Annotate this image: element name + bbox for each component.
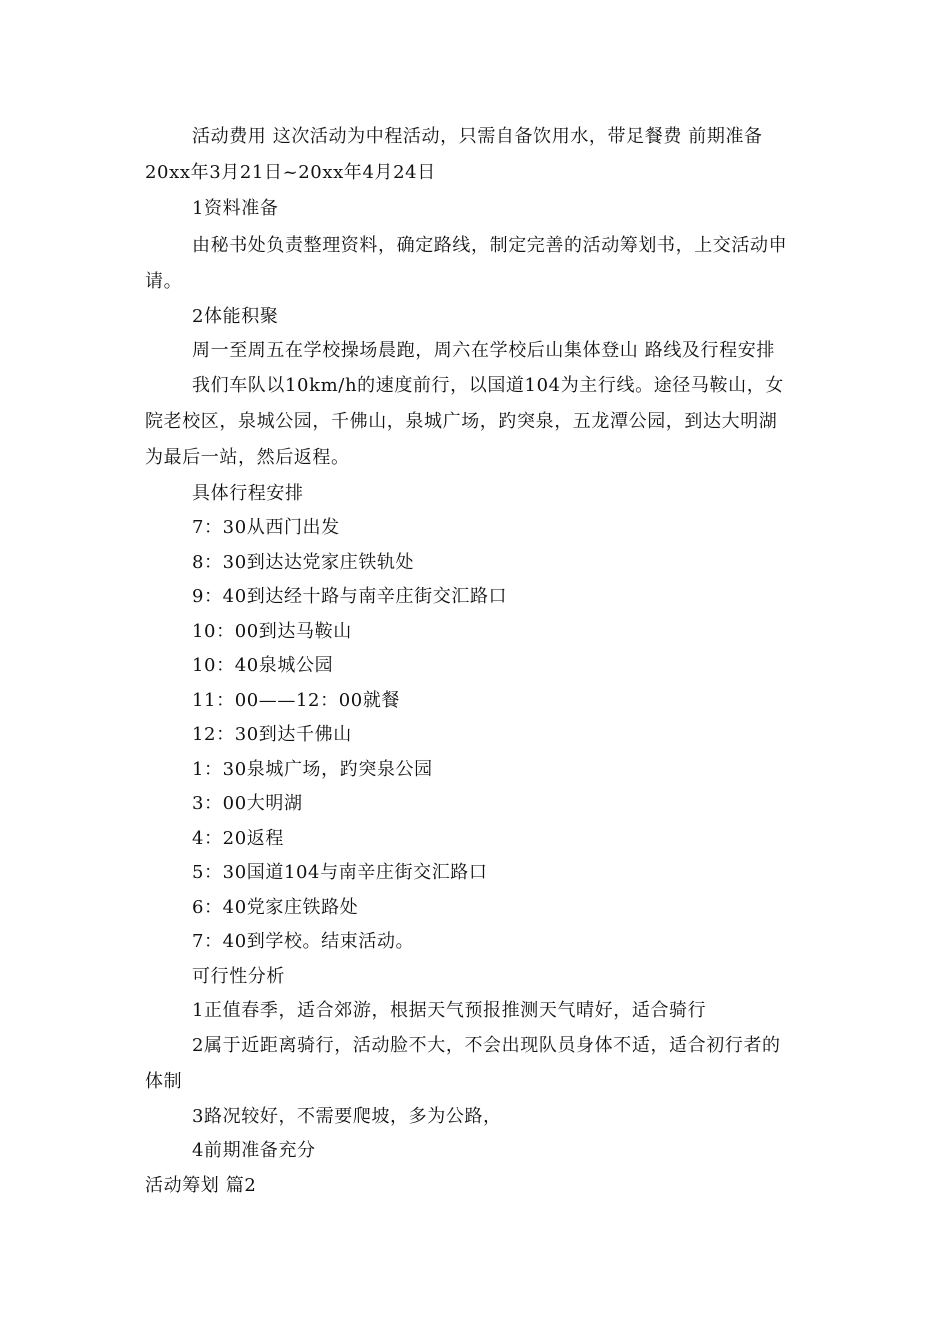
prep1-body-line: 请。 — [145, 271, 183, 292]
prep2-body: 周一至周五在学校操场晨跑，周六在学校后山集体登山 路线及行程安排 — [192, 340, 775, 361]
date-range-text: 20xx年3月21日~20xx年4月24日 — [145, 162, 436, 183]
schedule-item: 11：00——12：00就餐 — [192, 690, 401, 711]
schedule-title: 具体行程安排 — [192, 483, 304, 504]
schedule-item: 10：40泉城公园 — [192, 655, 334, 676]
feasibility-item: 2属于近距离骑行，活动脸不大，不会出现队员身体不适，适合初行者的 — [192, 1035, 781, 1056]
schedule-item: 7：30从西门出发 — [192, 517, 340, 538]
feasibility-item: 3路况较好，不需要爬坡，多为公路， — [192, 1106, 502, 1127]
section-heading: 活动筹划 篇2 — [145, 1175, 257, 1196]
schedule-item: 8：30到达达党家庄铁轨处 — [192, 552, 415, 573]
feasibility-item: 4前期准备充分 — [192, 1140, 316, 1161]
prep1-title: 1资料准备 — [192, 198, 279, 219]
route-line: 我们车队以10km/h的速度前行，以国道104为主行线。途径马鞍山，女 — [192, 375, 784, 396]
feasibility-item: 体制 — [145, 1071, 183, 1092]
route-line: 院老校区，泉城公园，千佛山，泉城广场，趵突泉，五龙潭公园，到达大明湖 — [145, 411, 778, 432]
feasibility-item: 1正值春季，适合郊游，根据天气预报推测天气晴好，适合骑行 — [192, 1000, 707, 1021]
schedule-item: 7：40到学校。结束活动。 — [192, 931, 415, 952]
schedule-item: 1：30泉城广场，趵突泉公园 — [192, 759, 433, 780]
schedule-item: 9：40到达经十路与南辛庄街交汇路口 — [192, 586, 508, 607]
prep1-body-line: 由秘书处负责整理资料，确定路线，制定完善的活动筹划书，上交活动申 — [192, 235, 788, 256]
cost-intro-paragraph: 活动费用 这次活动为中程活动，只需自备饮用水，带足餐费 前期准备 — [192, 126, 763, 147]
route-line: 为最后一站，然后返程。 — [145, 447, 350, 468]
schedule-item: 3：00大明湖 — [192, 793, 303, 814]
schedule-item: 4：20返程 — [192, 828, 284, 849]
schedule-item: 10：00到达马鞍山 — [192, 621, 352, 642]
schedule-item: 5：30国道104与南辛庄街交汇路口 — [192, 862, 488, 883]
schedule-item: 12：30到达千佛山 — [192, 724, 352, 745]
feasibility-title: 可行性分析 — [192, 966, 285, 987]
schedule-item: 6：40党家庄铁路处 — [192, 897, 359, 918]
prep2-title: 2体能积聚 — [192, 306, 279, 327]
